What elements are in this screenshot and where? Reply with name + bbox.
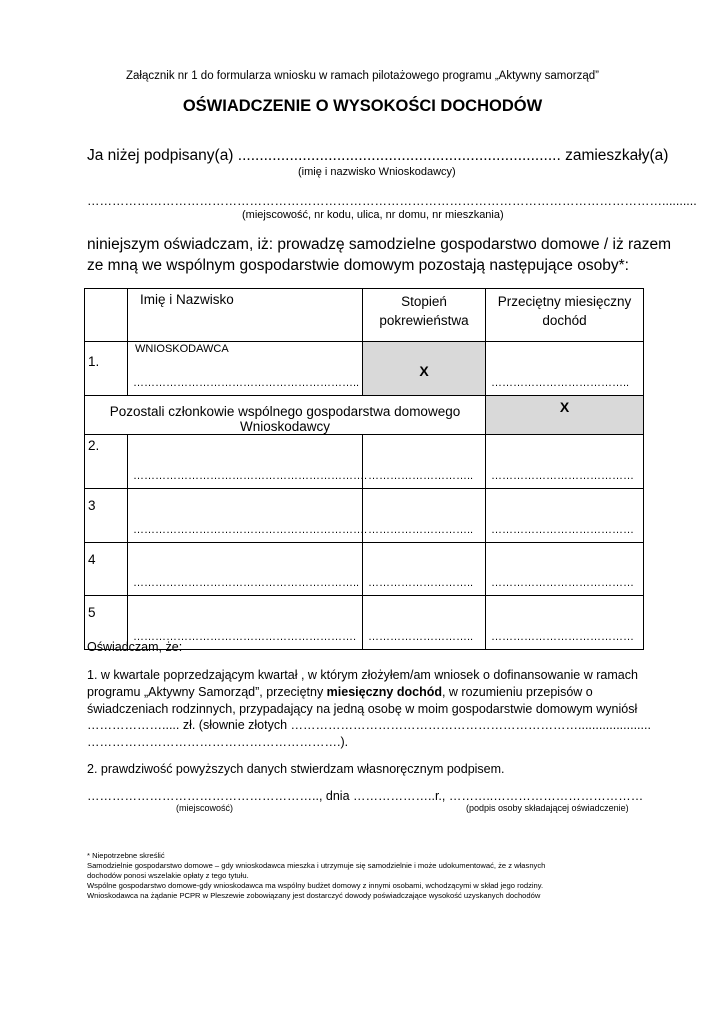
applicant-name-field[interactable]: ........................................................................... — [237, 147, 561, 164]
declaration-line-2-start: programu „Aktywny Samorząd”, przeciętny — [87, 685, 327, 699]
signature-caption: (podpis osoby składającej oświadczenie) — [466, 803, 629, 813]
header-income-line1: Przeciętny miesięczny — [497, 294, 632, 309]
member-relation-dots: ……………………….. — [368, 577, 474, 589]
header-relation — [363, 289, 486, 342]
member-income-cell[interactable] — [486, 489, 644, 543]
row-number: 3 — [88, 498, 96, 513]
member-relation-cell[interactable] — [363, 489, 486, 543]
statement-line-1: niniejszym oświadczam, iż: prowadzę samodzielne gospodarstwo domowe / iż razem — [87, 236, 672, 253]
row-number: 4 — [88, 552, 96, 567]
member-name-dots: ………………………………………………………. — [133, 470, 368, 482]
declaration-line-2-end: , w rozumieniu przepisów o — [441, 685, 593, 699]
declaration-point-2: 2. prawdziwość powyższych danych stwierdzam własnoręcznym podpisem. — [87, 762, 505, 776]
applicant-name-dots: …………………………………………………….. — [133, 377, 360, 389]
member-income-dots: ………………………………… — [491, 470, 634, 482]
member-name-dots: ……………………………………………………. — [133, 631, 357, 643]
intro-end: zamieszkały(a) — [560, 147, 669, 164]
income-amount-field[interactable]: ………………..... zł. (słownie złotych ……………………………………………………………..................... — [87, 718, 651, 732]
footnote-2: Samodzielnie gospodarstwo domowe – gdy wnioskodawca mieszka i utrzymuje się samodzielnie i może udokumentować, że z własnych — [87, 861, 546, 870]
member-name-dots: ………………………………………………………. — [133, 524, 368, 536]
member-relation-cell[interactable] — [363, 435, 486, 489]
row-number-cell — [85, 543, 128, 596]
members-x-mark: X — [559, 399, 570, 415]
applicant-label: WNIOSKODAWCA — [135, 343, 229, 355]
signature-line[interactable]: ……………………………………………….., dnia ………………..r., ………..……………………………… — [87, 789, 644, 803]
income-words-field[interactable]: …………………………………………………….). — [87, 735, 349, 749]
applicant-name-caption: (imię i nazwisko Wnioskodawcy) — [298, 166, 456, 178]
member-relation-cell[interactable] — [363, 543, 486, 596]
header-number-cell — [85, 289, 128, 342]
declaration-heading: Oświadczam, że: — [87, 640, 183, 654]
header-relation-line2: pokrewieństwa — [379, 313, 469, 328]
declaration-line-3: świadczeniach rodzinnych, przypadający na jedną osobę w moim gospodarstwie domowym wyniósł — [87, 702, 638, 716]
household-table — [84, 288, 644, 650]
declaration-line-2 — [87, 685, 593, 699]
address-caption: (miejscowość, nr kodu, ulica, nr domu, nr mieszkania) — [242, 209, 504, 221]
table-header-row — [85, 289, 644, 342]
table-row — [85, 543, 644, 596]
member-income-cell[interactable] — [486, 596, 644, 650]
member-name-cell[interactable] — [128, 543, 363, 596]
header-name: Imię i Nazwisko — [128, 289, 363, 342]
intro-start: Ja niżej podpisany(a) — [87, 147, 238, 164]
place-caption: (miejscowość) — [176, 803, 234, 813]
member-relation-dots: ……………………….. — [368, 631, 474, 643]
applicant-row — [85, 342, 644, 396]
table-row — [85, 435, 644, 489]
member-income-cell[interactable] — [486, 543, 644, 596]
declaration-line-1: 1. w kwartale poprzedzającym kwartał , w którym złożyłem/am wniosek o dofinansowanie w ramach — [87, 668, 638, 682]
applicant-income-cell[interactable] — [486, 342, 644, 396]
footnote-5: Wnioskodawca na żądanie PCPR w Pleszewie zobowiązany jest dostarczyć dowody poświadczające wysokość uzyskanych dochodów — [87, 891, 541, 900]
member-name-cell[interactable] — [128, 435, 368, 489]
row-number: 5 — [88, 605, 96, 620]
header-income — [486, 289, 644, 342]
statement-line-2: ze mną we wspólnym gospodarstwie domowym pozostają następujące osoby*: — [87, 257, 629, 274]
members-income-cell — [486, 396, 644, 435]
member-name-cell[interactable] — [128, 489, 368, 543]
members-label-row — [85, 396, 644, 435]
row-number-cell — [85, 435, 128, 489]
table-row — [85, 489, 644, 543]
footnote-4: Wspólne gospodarstwo domowe-gdy wnioskodawca ma wspólny budżet domowy z innymi osobami, wchodzącymi w skład jego rodziny. — [87, 881, 544, 890]
applicant-number-cell — [85, 342, 128, 396]
member-income-cell[interactable] — [486, 435, 644, 489]
member-relation-cell[interactable] — [363, 596, 486, 650]
member-relation-dots: ……………………….. — [368, 524, 474, 536]
footnote-1: * Niepotrzebne skreślić — [87, 851, 165, 860]
page-title: OŚWIADCZENIE O WYSOKOŚCI DOCHODÓW — [182, 97, 543, 115]
member-name-dots: …………………………………………………….. — [133, 577, 360, 589]
header-relation-line1: Stopień — [401, 294, 447, 309]
row-number: 1. — [88, 354, 100, 369]
applicant-relation-cell — [363, 342, 486, 396]
monthly-income-emphasis: miesięczny dochód — [326, 685, 442, 699]
member-relation-dots: ……………………….. — [368, 470, 474, 482]
members-label: Pozostali członkowie wspólnego gospodarstwa domowego Wnioskodawcy — [85, 396, 486, 435]
member-income-dots: ………………………………… — [491, 577, 634, 589]
applicant-name-line — [87, 147, 668, 165]
annex-note: Załącznik nr 1 do formularza wniosku w ramach pilotażowego programu „Aktywny samorząd” — [126, 70, 599, 82]
header-income-line2: dochód — [542, 313, 587, 328]
relation-x-mark: X — [419, 363, 429, 379]
address-field[interactable]: ………………………………………………………………………………………………………………………….......... — [87, 194, 697, 208]
row-number: 2. — [88, 438, 100, 453]
applicant-income-dots: ……………………………….. — [491, 377, 630, 389]
member-income-dots: ………………………………… — [491, 631, 634, 643]
member-income-dots: ………………………………… — [491, 524, 634, 536]
applicant-name-cell[interactable] — [128, 342, 363, 396]
footnote-3: dochodów ponosi wszelakie opłaty z tego tytułu. — [87, 871, 249, 880]
row-number-cell — [85, 489, 128, 543]
